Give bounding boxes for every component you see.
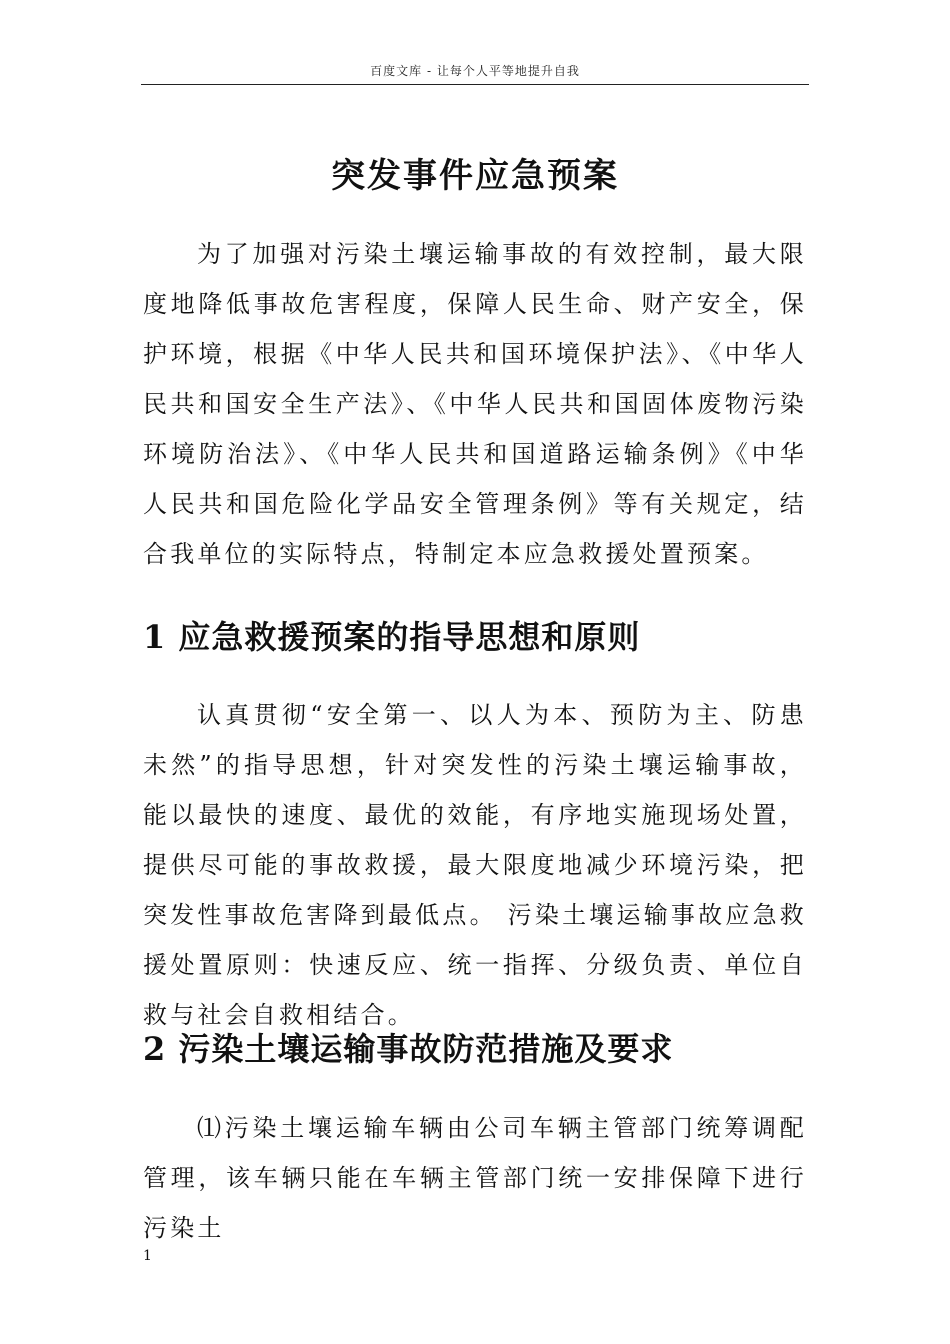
header-divider	[141, 84, 809, 85]
page-number: 1	[143, 1248, 152, 1264]
section-1-heading: 1 应急救援预案的指导思想和原则	[143, 618, 641, 656]
section-1-body: 认真贯彻“安全第一、以人为本、预防为主、防患未然”的指导思想，针对突发性的污染土壤运输事故，能以最快的速度、最优的效能，有序地实施现场处置，提供尽可能的事故救援，最大限度地减少环境污染，把突发性事故危害降到最低点。 污染土壤运输事故应急救援处置原则：快速反应、统一指挥、分级负责、单位自救与社会自救相结合。	[143, 701, 807, 1029]
document-title: 突发事件应急预案	[331, 156, 619, 196]
intro-paragraph: 为了加强对污染土壤运输事故的有效控制，最大限度地降低事故危害程度，保障人民生命、财产安全，保护环境，根据《中华人民共和国环境保护法》、《中华人民共和国安全生产法》、《中华人民共和国固体废物污染环境防治法》、《中华人民共和国道路运输条例》《中华人民共和国危险化学品安全管理条例》等有关规定，结合我单位的实际特点，特制定本应急救援处置预案。	[143, 240, 807, 568]
section-2-body: ⑴污染土壤运输车辆由公司车辆主管部门统筹调配管理，该车辆只能在车辆主管部门统一安排保障下进行污染土	[143, 1114, 807, 1242]
section-2-heading: 2 污染土壤运输事故防范措施及要求	[143, 1030, 674, 1068]
page-header: 百度文库 - 让每个人平等地提升自我	[370, 64, 580, 78]
